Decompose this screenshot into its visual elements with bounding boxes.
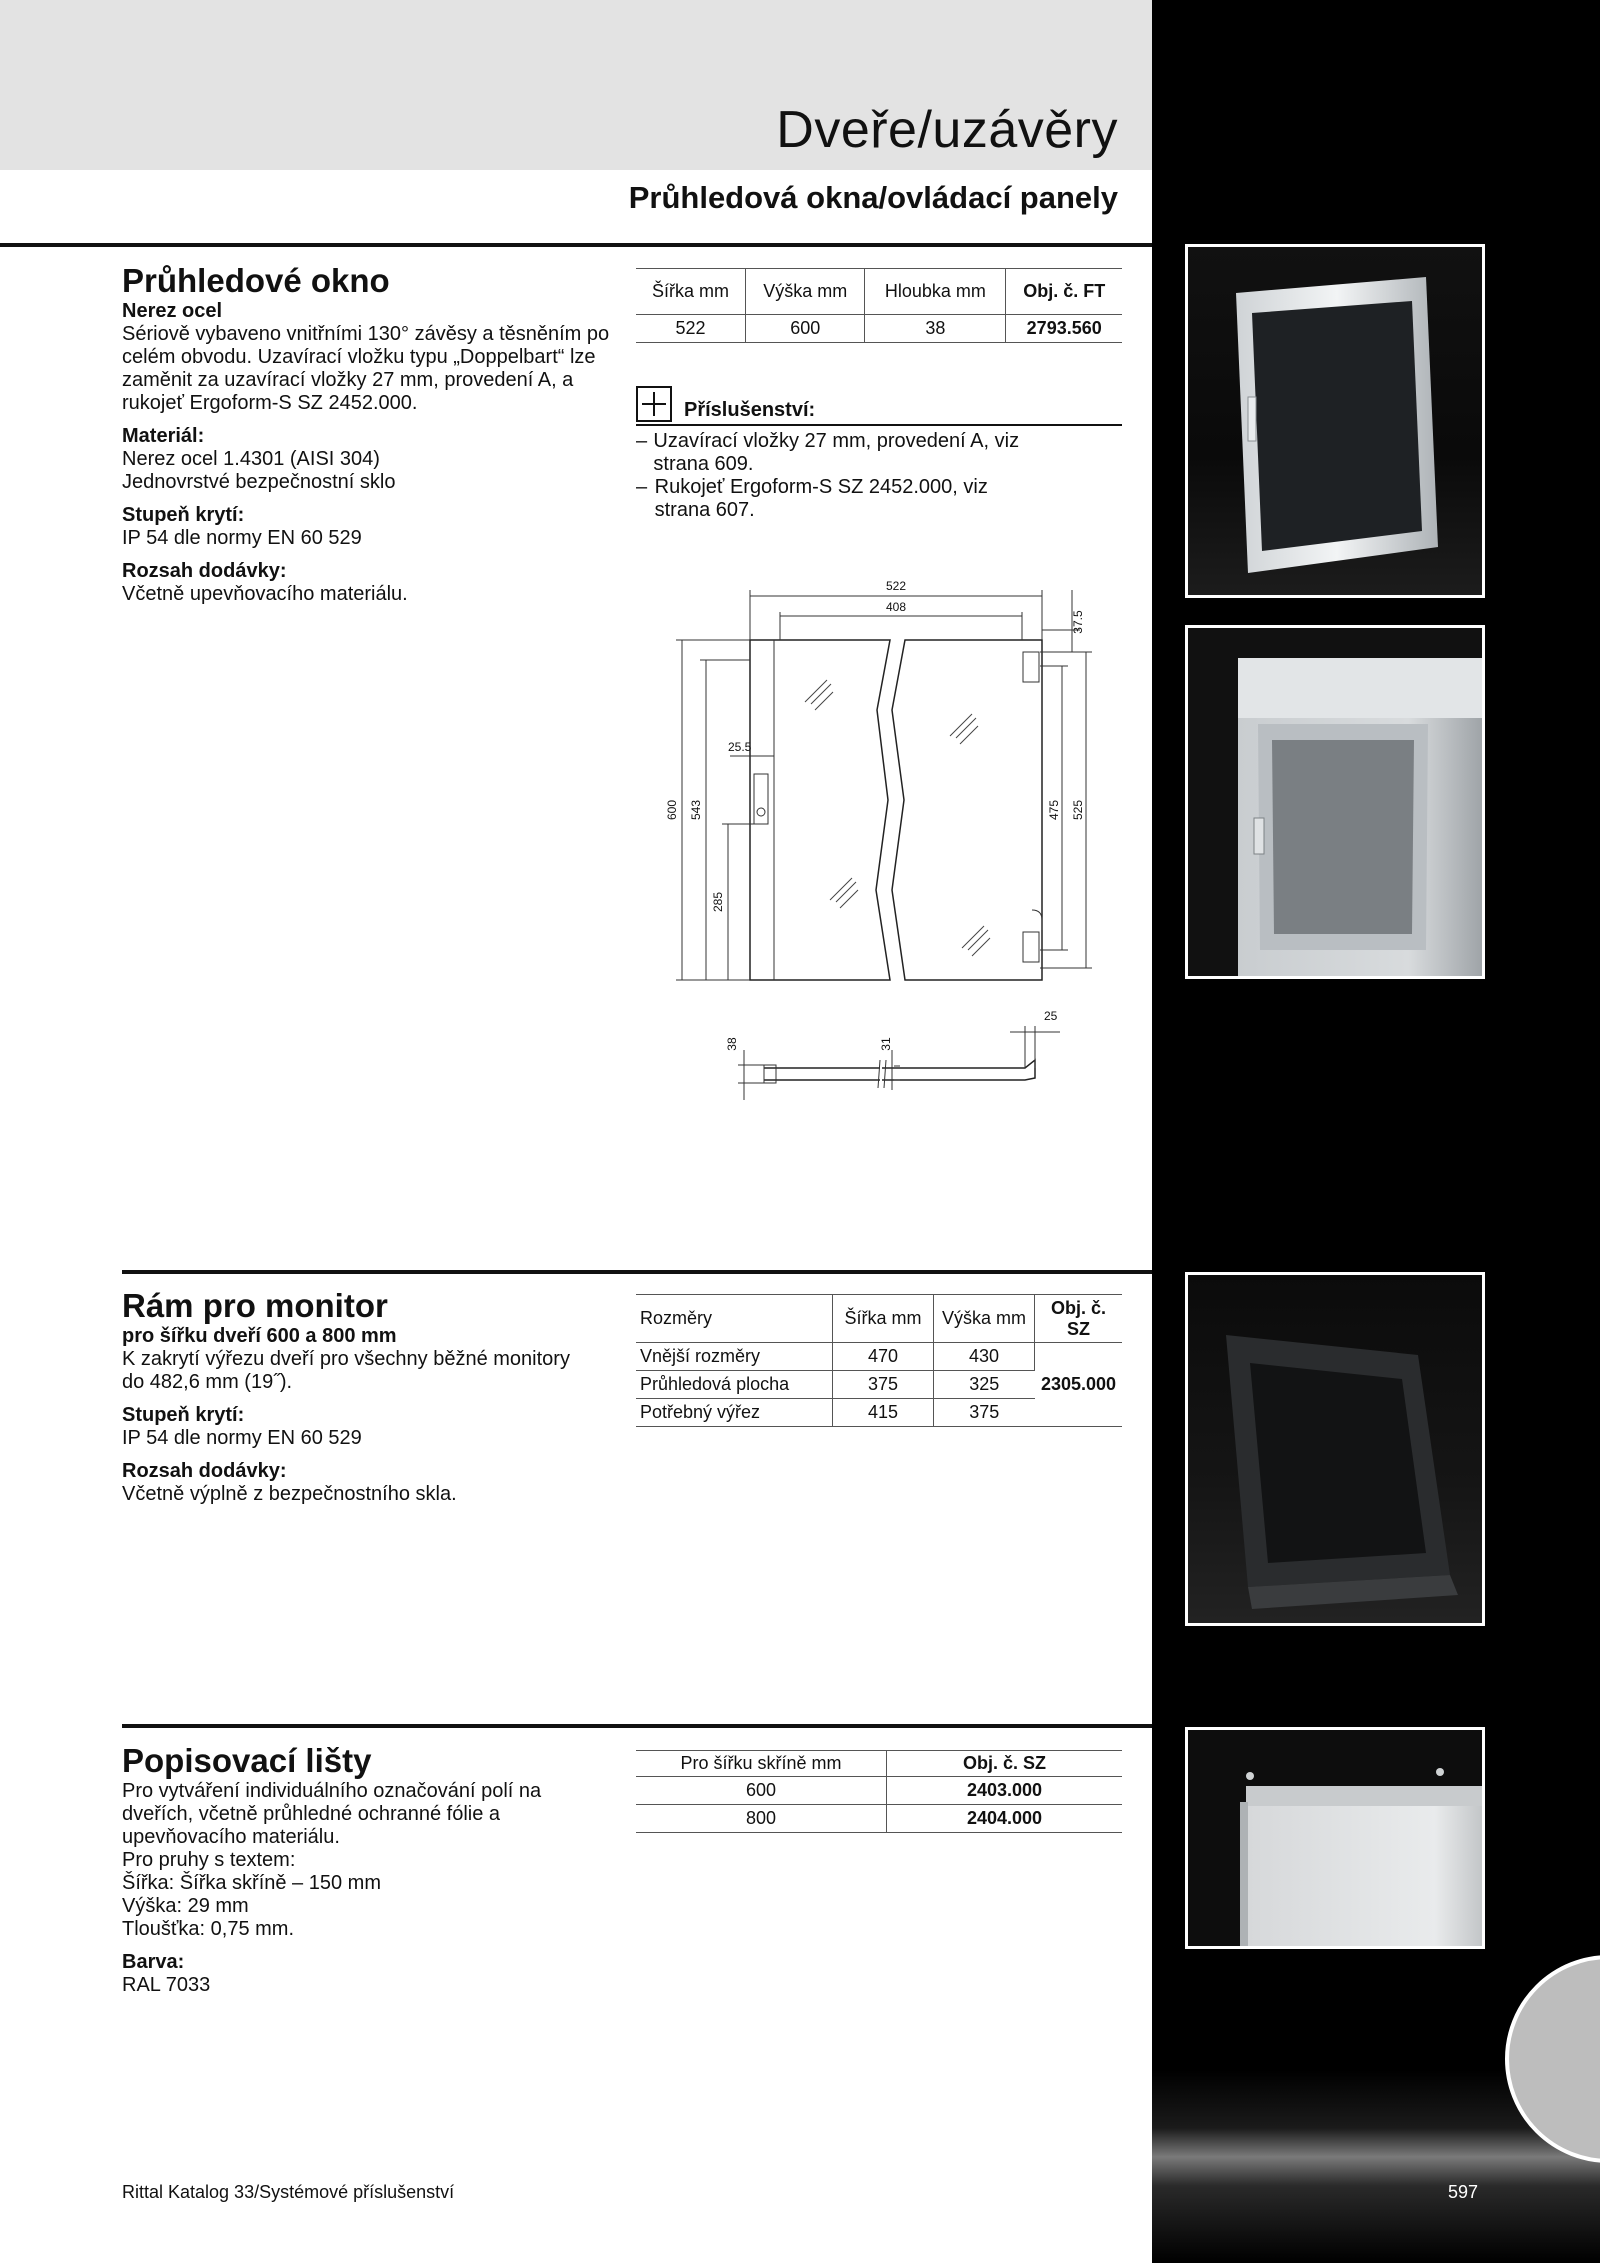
spec-table (636, 268, 1122, 343)
spec-table (636, 1294, 1122, 1427)
dim-label: 37.5 (1071, 610, 1085, 634)
table-cell: 430 (934, 1343, 1035, 1371)
table-cell: Vnější rozměry (636, 1343, 833, 1371)
table-cell: 325 (934, 1371, 1035, 1399)
table-header: Pro šířku skříně mm (636, 1751, 887, 1777)
delivery-value: Včetně upevňovacího materiálu. (122, 583, 408, 605)
table-cell: 2793.560 (1006, 315, 1122, 343)
lead-bold: Nerez ocel (122, 300, 223, 322)
table-cell: 2403.000 (887, 1777, 1123, 1805)
dim-label: 408 (885, 600, 907, 614)
delivery-label: Rozsah dodávky: (122, 560, 287, 582)
body-text: Pro pruhy s textem: (122, 1849, 296, 1871)
dim-label: 25.5 (728, 740, 752, 754)
protection-label: Stupeň krytí: (122, 504, 245, 526)
section-rule (0, 243, 1152, 247)
table-header: Šířka mm (636, 269, 746, 315)
table-cell: 800 (636, 1805, 887, 1833)
table-cell: 375 (934, 1399, 1035, 1427)
accessories-block (636, 386, 1122, 522)
body-text: Šířka: Šířka skříně – 150 mm (122, 1872, 381, 1894)
order-number: 2305.000 (1035, 1343, 1123, 1427)
dim-label: 38 (725, 1037, 739, 1051)
section-title: Popisovací lišty (122, 1742, 372, 1779)
dim-label: 31 (879, 1037, 893, 1051)
table-header: Hloubka mm (865, 269, 1006, 315)
material-label: Materiál: (122, 425, 205, 447)
delivery-value: Včetně výplně z bezpečnostního skla. (122, 1483, 457, 1505)
section-title: Průhledové okno (122, 262, 390, 299)
section-rule (122, 1270, 1152, 1274)
dim-label: 475 (1047, 799, 1061, 821)
material-line: Jednovrstvé bezpečnostní sklo (122, 471, 396, 493)
table-cell: Průhledová plocha (636, 1371, 833, 1399)
section-label-strips (122, 1742, 592, 1997)
color-value: RAL 7033 (122, 1974, 211, 1996)
list-item: – Uzavírací vložky 27 mm, provedení A, viz strana 609. (636, 430, 1020, 475)
lead-bold: pro šířku dveří 600 a 800 mm (122, 1325, 397, 1347)
table-cell: 415 (833, 1399, 934, 1427)
table-cell: 522 (636, 315, 746, 343)
table-cell: 600 (746, 315, 865, 343)
material-line: Nerez ocel 1.4301 (AISI 304) (122, 448, 380, 470)
section-monitor-frame (122, 1287, 592, 1506)
table-header: Obj. č. SZ (887, 1751, 1123, 1777)
table-header: Výška mm (934, 1295, 1035, 1343)
dim-label: 522 (885, 579, 907, 593)
table-header: Obj. č. SZ (1035, 1295, 1123, 1343)
body-text: Pro vytváření individuálního označování polí na dveřích, včetně průhledné ochranné fólie a upevňovacího materiálu. (122, 1780, 542, 1848)
section-transparent-window (122, 262, 612, 606)
table-cell: 375 (833, 1371, 934, 1399)
product-photo-installed (1185, 625, 1485, 979)
lead-text: K zakrytí výřezu dveří pro všechny běžné monitory do 482,6 mm (19˝). (122, 1348, 570, 1393)
dim-label: 525 (1071, 799, 1085, 821)
list-item: – Rukojeť Ergoform-S SZ 2452.000, viz strana 607. (636, 476, 988, 521)
table-cell: 600 (636, 1777, 887, 1805)
delivery-label: Rozsah dodávky: (122, 1460, 287, 1482)
table-header: Šířka mm (833, 1295, 934, 1343)
lead-text: Sériově vybaveno vnitřními 130° závěsy a těsněním po celém obvodu. Uzavírací vložku typu „Doppelbart“ lze zaměnit za uzavírací vložky 27 mm, provedení A, a rukojeť Ergoform-S SZ 2452.000. (122, 323, 610, 414)
dim-label: 285 (711, 891, 725, 913)
table-cell: 38 (865, 315, 1006, 343)
protection-value: IP 54 dle normy EN 60 529 (122, 527, 362, 549)
table-cell: 2404.000 (887, 1805, 1123, 1833)
protection-value: IP 54 dle normy EN 60 529 (122, 1427, 362, 1449)
page-subtitle: Průhledová okna/ovládací panely (628, 180, 1118, 215)
accessories-label: Příslušenství: (684, 399, 816, 421)
table-cell: 470 (833, 1343, 934, 1371)
product-photo-label-strip (1185, 1727, 1485, 1949)
body-text: Výška: 29 mm (122, 1895, 249, 1917)
page-title: Dveře/uzávěry (776, 101, 1118, 159)
product-photo-window (1185, 244, 1485, 598)
table-header: Rozměry (636, 1295, 833, 1343)
technical-drawing (640, 570, 1100, 1110)
section-rule (122, 1724, 1152, 1728)
plus-box-icon (636, 386, 672, 422)
dim-label: 600 (665, 799, 679, 821)
table-cell: Potřebný výřez (636, 1399, 833, 1427)
section-title: Rám pro monitor (122, 1287, 388, 1324)
body-text: Tloušťka: 0,75 mm. (122, 1918, 295, 1940)
spec-table (636, 1750, 1122, 1833)
table-header: Obj. č. FT (1006, 269, 1122, 315)
page-number: 597 (1448, 2182, 1479, 2202)
product-photo-monitor-frame (1185, 1272, 1485, 1626)
color-label: Barva: (122, 1951, 185, 1973)
dim-label: 543 (689, 799, 703, 821)
table-header: Výška mm (746, 269, 865, 315)
footer-catalog: Rittal Katalog 33/Systémové příslušenství (122, 2182, 455, 2202)
dim-label: 25 (1044, 1009, 1058, 1023)
protection-label: Stupeň krytí: (122, 1404, 245, 1426)
